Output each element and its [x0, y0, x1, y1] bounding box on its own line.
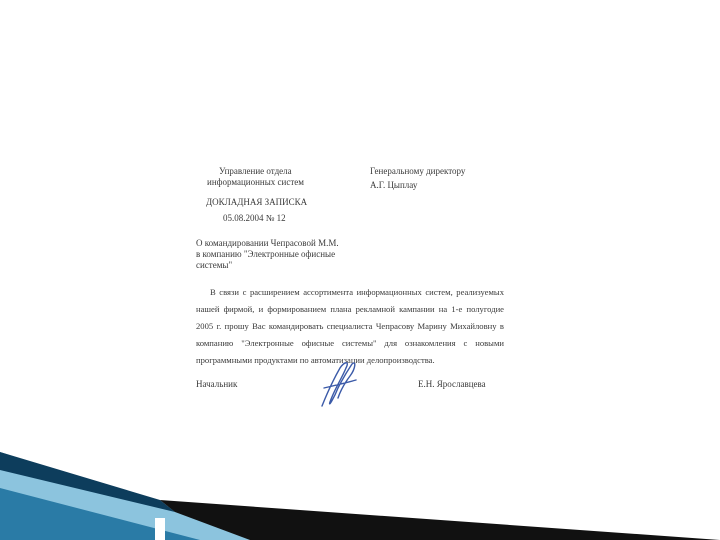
handwritten-signature: [316, 358, 360, 410]
slide-corner-decoration: [0, 440, 720, 540]
subject-line-3: системы": [196, 260, 233, 270]
deco-black-line: [160, 500, 720, 540]
recipient-line-1: Генеральному директору: [370, 166, 466, 176]
signature-name: Е.Н. Ярославцева: [418, 379, 486, 389]
sender-line-1: Управление отдела: [219, 166, 292, 176]
sender-line-2: информационных систем: [207, 177, 304, 187]
recipient-line-2: А.Г. Цыплау: [370, 180, 418, 190]
body-line: В связи с расширением ассортимента информационных систем, реализуемых: [210, 287, 504, 297]
subject-line-2: в компанию "Электронные офисные: [196, 249, 336, 259]
subject-line-1: О командировании Чепрасовой М.М.: [196, 238, 339, 248]
signature-position: Начальник: [196, 379, 238, 389]
deco-white-notch: [155, 518, 165, 540]
body-line: 2005 г. прошу Вас командировать специалиста Чепрасову Марину Михайловну в: [196, 321, 504, 331]
body-line: компанию "Электронные офисные системы" для ознакомления с новыми: [196, 338, 504, 348]
date-number: 05.08.2004 № 12: [223, 213, 286, 223]
body-line: программными продуктами по автоматизации делопроизводства.: [196, 355, 435, 365]
document-type: ДОКЛАДНАЯ ЗАПИСКА: [206, 197, 308, 207]
body-line: нашей фирмой, и формированием плана рекламной кампании на 1-е полугодие: [196, 304, 504, 314]
body-paragraph: [196, 284, 504, 369]
